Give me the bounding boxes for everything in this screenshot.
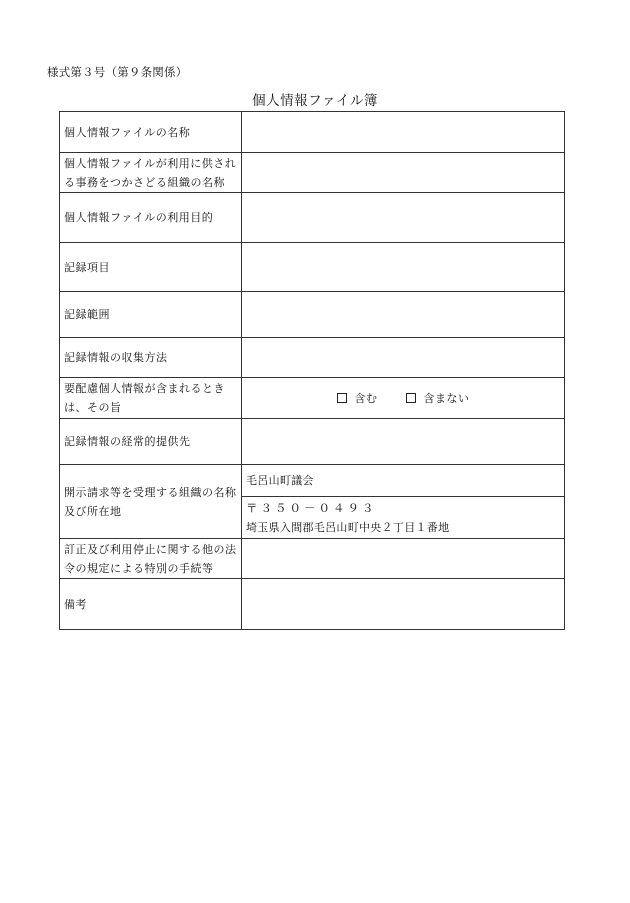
value-record-items [242, 243, 565, 292]
row-collection-method [60, 338, 565, 378]
label-sensitive-info: 要配慮個人情報が含まれるときは、その旨 [60, 378, 242, 419]
label-remarks: 備考 [60, 579, 242, 630]
option-includes-label: 含む [354, 391, 378, 405]
register-table [59, 111, 565, 630]
value-remarks [242, 579, 565, 630]
label-purpose: 個人情報ファイルの利用目的 [60, 193, 242, 243]
value-disclosure-address [242, 497, 565, 539]
row-regular-provision [60, 419, 565, 465]
value-record-scope [242, 292, 565, 338]
value-organization [242, 153, 565, 193]
checkbox-includes[interactable] [337, 393, 347, 403]
label-regular-provision: 記録情報の経常的提供先 [60, 419, 242, 465]
document-title: 個人情報ファイル簿 [252, 93, 378, 109]
value-regular-provision [242, 419, 565, 465]
label-file-name: 個人情報ファイルの名称 [60, 112, 242, 153]
row-sensitive-info [60, 378, 565, 419]
street-address: 埼玉県入間郡毛呂山町中央２丁目１番地 [246, 520, 450, 534]
label-record-items: 記録項目 [60, 243, 242, 292]
checkbox-excludes[interactable] [406, 393, 416, 403]
label-record-scope: 記録範囲 [60, 292, 242, 338]
label-disclosure-org: 開示請求等を受理する組織の名称及び所在地 [60, 465, 242, 539]
label-organization: 個人情報ファイルが利用に供される事務をつかさどる組織の名称 [60, 153, 242, 193]
label-collection-method: 記録情報の収集方法 [60, 338, 242, 378]
value-purpose [242, 193, 565, 243]
form-number: 様式第３号（第９条関係） [47, 65, 188, 79]
row-special-procedures [60, 539, 565, 579]
value-collection-method [242, 338, 565, 378]
option-includes[interactable] [337, 389, 378, 408]
sensitive-options [242, 378, 565, 419]
value-file-name [242, 112, 565, 153]
row-organization [60, 153, 565, 193]
row-record-scope [60, 292, 565, 338]
postal-code: 〒３５０－０４９３ [246, 500, 377, 515]
value-disclosure-org-name: 毛呂山町議会 [242, 465, 565, 497]
row-record-items [60, 243, 565, 292]
label-special-procedures: 訂正及び利用停止に関する他の法令の規定による特別の手続等 [60, 539, 242, 579]
row-disclosure-org-name [60, 465, 565, 497]
value-special-procedures [242, 539, 565, 579]
option-excludes-label: 含まない [423, 391, 470, 405]
option-excludes[interactable] [406, 389, 470, 408]
row-file-name [60, 112, 565, 153]
row-remarks [60, 579, 565, 630]
row-purpose [60, 193, 565, 243]
